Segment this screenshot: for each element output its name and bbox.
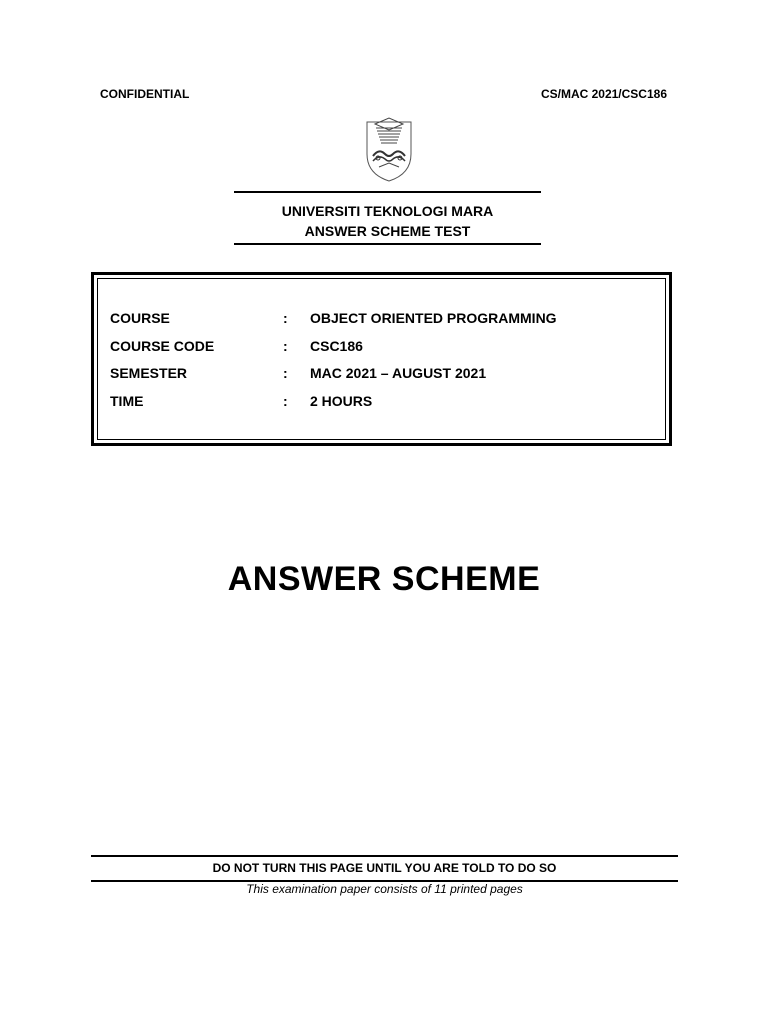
info-value: MAC 2021 – AUGUST 2021 (310, 365, 487, 381)
university-title-bottom-rule (234, 243, 541, 245)
info-label: TIME (110, 393, 144, 409)
confidential-label: CONFIDENTIAL (100, 87, 190, 101)
info-colon: : (283, 365, 288, 381)
main-title: ANSWER SCHEME (227, 560, 541, 598)
info-colon: : (283, 310, 288, 326)
info-colon: : (283, 338, 288, 354)
paper-code: CS/MAC 2021/CSC186 (540, 87, 667, 101)
info-value: OBJECT ORIENTED PROGRAMMING (310, 310, 557, 326)
course-info-box (91, 272, 672, 446)
test-subtitle: ANSWER SCHEME TEST (304, 223, 471, 239)
university-crest-icon (359, 114, 419, 184)
info-label: SEMESTER (110, 365, 188, 381)
university-title-block (234, 201, 541, 241)
footer-top-rule (91, 855, 678, 857)
footer-warning: DO NOT TURN THIS PAGE UNTIL YOU ARE TOLD TO DO SO (212, 861, 557, 875)
university-title-top-rule (234, 191, 541, 193)
university-name: UNIVERSITI TEKNOLOGI MARA (281, 203, 494, 219)
info-value: CSC186 (310, 338, 363, 354)
info-label: COURSE (110, 310, 170, 326)
footer-page-count-note: This examination paper consists of 11 printed pages (246, 882, 523, 896)
info-colon: : (283, 393, 288, 409)
course-info-inner-border (97, 278, 666, 440)
info-label: COURSE CODE (110, 338, 215, 354)
info-value: 2 HOURS (310, 393, 373, 409)
